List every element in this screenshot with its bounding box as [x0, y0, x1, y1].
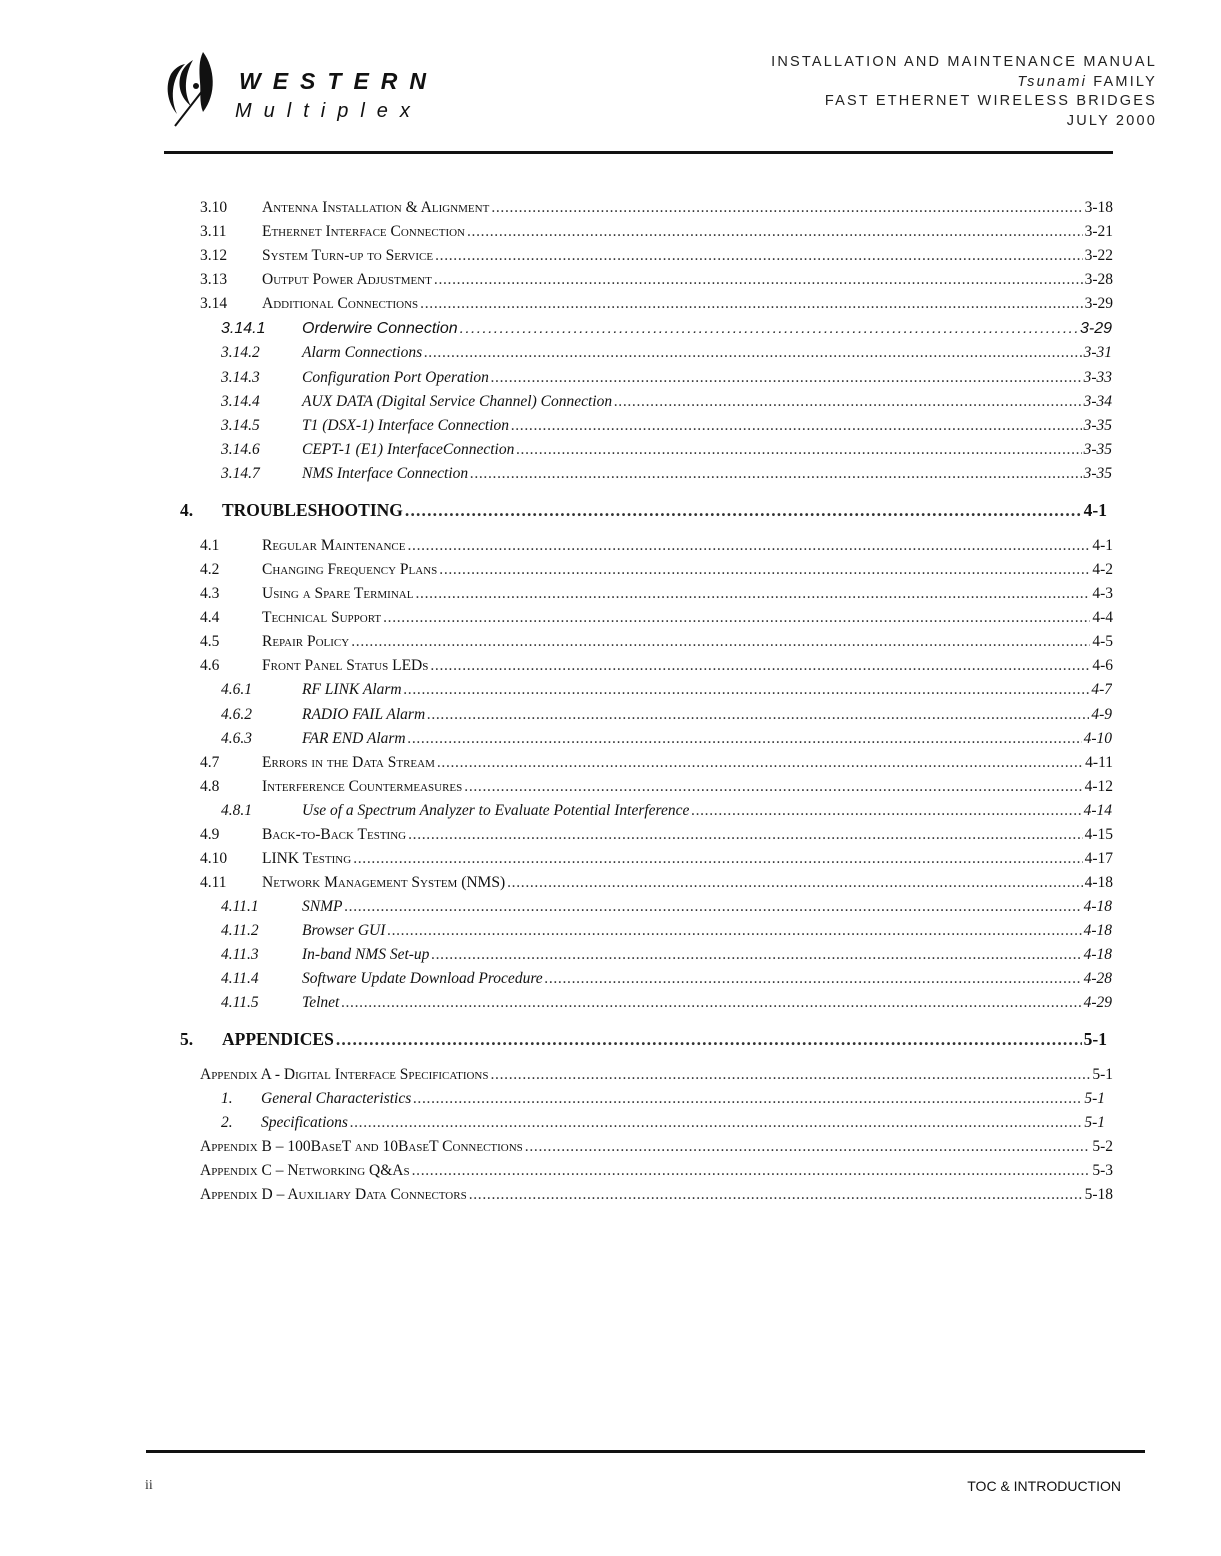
dot-leader [545, 970, 1082, 988]
toc-entry-number: 3.14.3 [221, 369, 260, 386]
toc-entry[interactable] [221, 417, 1112, 435]
toc-entry[interactable] [180, 500, 1107, 521]
toc-entry-number: 4.11.1 [221, 898, 259, 915]
toc-entry-title: Software Update Download Procedure [302, 970, 543, 987]
toc-entry-title: APPENDICES [222, 1029, 334, 1049]
toc-entry-page: 4-14 [1083, 802, 1112, 819]
dot-leader [525, 1138, 1091, 1156]
toc-entry-page: 4-1 [1092, 537, 1113, 554]
toc-entry-number: 4.11.5 [221, 994, 259, 1011]
logo-subtitle: Multiplex [235, 100, 422, 122]
toc-entry[interactable] [221, 1090, 1105, 1108]
toc-entry-title: Back-to-Back Testing [262, 826, 407, 843]
toc-entry-number: 3.14.7 [221, 465, 260, 482]
toc-entry-page: 4-18 [1083, 898, 1112, 915]
toc-entry[interactable] [200, 537, 1113, 555]
toc-entry-page: 3-18 [1084, 199, 1113, 216]
toc-entry-title: Configuration Port Operation [302, 369, 489, 386]
toc-entry[interactable] [200, 1186, 1113, 1204]
toc-entry-page: 4-11 [1085, 754, 1113, 771]
toc-entry[interactable] [221, 898, 1112, 916]
toc-entry-title: Using a Spare Terminal [262, 585, 414, 602]
toc-entry-title: Appendix B – 100BaseT and 10BaseT Connections [200, 1138, 523, 1155]
dot-leader [491, 1066, 1091, 1084]
toc-entry-title: Browser GUI [302, 922, 386, 939]
toc-entry-page: 3-29 [1084, 295, 1113, 312]
product-family-name: Tsunami [1017, 73, 1088, 90]
dot-leader [412, 1162, 1091, 1180]
toc-entry-title: Appendix D – Auxiliary Data Connectors [200, 1186, 467, 1203]
toc-entry-page: 4-17 [1084, 850, 1113, 867]
toc-entry-number: 4.6.3 [221, 730, 252, 747]
toc-entry[interactable] [221, 1114, 1105, 1132]
toc-entry-page: 4-6 [1092, 657, 1113, 674]
toc-entry-page: 3-33 [1083, 369, 1112, 386]
toc-entry[interactable] [200, 609, 1113, 627]
toc-entry-title: Orderwire Connection [302, 320, 458, 337]
dot-leader [350, 1114, 1082, 1132]
dot-leader [407, 537, 1090, 555]
dot-leader [341, 994, 1081, 1012]
toc-entry-title: Output Power Adjustment [262, 271, 432, 288]
dot-leader [460, 320, 1078, 338]
page-number: ii [145, 1478, 153, 1493]
dot-leader [467, 223, 1083, 241]
toc-entry[interactable] [221, 706, 1112, 724]
toc-entry[interactable] [221, 465, 1112, 483]
toc-entry-title: Appendix A - Digital Interface Specifications [200, 1066, 489, 1083]
toc-entry-title: General Characteristics [261, 1090, 412, 1107]
toc-entry-page: 4-2 [1092, 561, 1113, 578]
toc-entry[interactable] [200, 585, 1113, 603]
toc-entry-title: AUX DATA (Digital Service Channel) Connection [302, 393, 613, 410]
toc-entry-page: 4-7 [1091, 681, 1112, 698]
dot-leader [415, 585, 1090, 603]
toc-entry[interactable] [200, 754, 1113, 772]
toc-entry-title: Telnet [302, 994, 340, 1011]
toc-entry[interactable] [200, 223, 1113, 241]
toc-entry[interactable] [221, 922, 1112, 940]
toc-entry-page: 4-1 [1083, 500, 1107, 520]
toc-entry-page: 3-31 [1083, 344, 1112, 361]
toc-entry-title: NMS Interface Connection [302, 465, 469, 482]
toc-entry-number: 4.6.2 [221, 706, 252, 723]
toc-entry-number: 3.14.2 [221, 344, 260, 361]
toc-entry-number: 4.4 [200, 609, 220, 626]
toc-entry-number: 4.8 [200, 778, 220, 795]
toc-entry-number: 3.14.6 [221, 441, 260, 458]
toc-entry-page: 3-29 [1079, 320, 1112, 337]
toc-entry-title: Alarm Connections [302, 344, 423, 361]
toc-entry-page: 4-18 [1084, 874, 1113, 891]
toc-entry-number: 5. [180, 1029, 194, 1049]
dot-leader [353, 850, 1082, 868]
toc-entry-number: 4.6 [200, 657, 220, 674]
toc-entry[interactable] [200, 1162, 1113, 1180]
product-line: FAST ETHERNET WIRELESS BRIDGES [824, 93, 1157, 109]
dot-leader [491, 199, 1082, 217]
dot-leader [430, 657, 1090, 675]
toc-entry-title: LINK Testing [262, 850, 352, 867]
dot-leader [435, 247, 1082, 265]
toc-entry[interactable] [221, 681, 1112, 699]
dot-leader [336, 1029, 1082, 1050]
toc-entry[interactable] [221, 320, 1112, 338]
toc-entry-number: 2. [221, 1114, 233, 1131]
logo-wordmark: WESTERN [239, 68, 438, 94]
publication-date: JULY 2000 [1066, 112, 1157, 129]
toc-entry-number: 4.3 [200, 585, 220, 602]
manual-title: INSTALLATION AND MAINTENANCE MANUAL [771, 54, 1157, 70]
toc-entry-title: Ethernet Interface Connection [262, 223, 465, 240]
toc-entry-title: Interference Countermeasures [262, 778, 463, 795]
dot-leader [691, 802, 1081, 820]
dot-leader [614, 393, 1081, 411]
toc-entry[interactable] [221, 344, 1112, 362]
toc-entry[interactable] [200, 1138, 1113, 1156]
toc-entry-title: In-band NMS Set-up [302, 946, 430, 963]
toc-entry-title: Use of a Spectrum Analyzer to Evaluate Potential Interference [302, 802, 690, 819]
toc-entry-page: 3-22 [1084, 247, 1113, 264]
dot-leader [424, 344, 1081, 362]
dot-leader [516, 441, 1081, 459]
toc-entry-title: FAR END Alarm [302, 730, 406, 747]
toc-entry-number: 3.11 [200, 223, 227, 240]
toc-entry-page: 4-29 [1083, 994, 1112, 1011]
dot-leader [404, 681, 1090, 699]
dot-leader [431, 946, 1081, 964]
toc-entry-page: 4-3 [1092, 585, 1113, 602]
toc-entry[interactable] [200, 657, 1113, 675]
toc-entry-title: System Turn-up to Service [262, 247, 434, 264]
toc-entry-page: 4-15 [1084, 826, 1113, 843]
toc-entry[interactable] [200, 271, 1113, 289]
toc-entry-title: Errors in the Data Stream [262, 754, 435, 771]
toc-entry-page: 4-18 [1083, 946, 1112, 963]
dot-leader [464, 778, 1082, 796]
dot-leader [387, 922, 1081, 940]
dot-leader [408, 730, 1082, 748]
dot-leader [413, 1090, 1082, 1108]
dot-leader [437, 754, 1083, 772]
toc-entry-title: Regular Maintenance [262, 537, 406, 554]
toc-entry-page: 3-34 [1083, 393, 1112, 410]
toc-entry-page: 5-1 [1092, 1066, 1113, 1083]
toc-entry-number: 4.11 [200, 874, 227, 891]
toc-entry[interactable] [200, 561, 1113, 579]
toc-entry-page: 3-28 [1084, 271, 1113, 288]
toc-entry-number: 4.1 [200, 537, 220, 554]
toc-entry[interactable] [180, 1029, 1107, 1050]
toc-entry[interactable] [221, 393, 1112, 411]
dot-leader [408, 826, 1082, 844]
toc-entry-title: Changing Frequency Plans [262, 561, 438, 578]
dot-leader [420, 295, 1082, 313]
toc-entry-number: 4.11.3 [221, 946, 259, 963]
toc-entry-page: 3-35 [1083, 441, 1112, 458]
toc-entry-page: 3-35 [1083, 465, 1112, 482]
toc-entry[interactable] [221, 802, 1112, 820]
toc-entry-number: 4.6.1 [221, 681, 252, 698]
toc-entry-number: 3.12 [200, 247, 228, 264]
toc-entry[interactable] [221, 369, 1112, 387]
toc-entry[interactable] [200, 199, 1113, 217]
toc-entry-title: SNMP [302, 898, 343, 915]
toc-entry[interactable] [200, 1066, 1113, 1084]
toc-entry[interactable] [200, 633, 1113, 651]
toc-entry-page: 4-4 [1092, 609, 1113, 626]
toc-entry-title: Network Management System (NMS) [262, 874, 506, 891]
toc-entry-number: 3.14.5 [221, 417, 260, 434]
dot-leader [470, 465, 1081, 483]
toc-entry-number: 4.11.2 [221, 922, 259, 939]
dot-leader [427, 706, 1089, 724]
dot-leader [383, 609, 1090, 627]
toc-entry-page: 3-21 [1084, 223, 1113, 240]
footer-section-label: TOC & INTRODUCTION [967, 1478, 1121, 1494]
dot-leader [344, 898, 1081, 916]
toc-entry-title: Technical Support [262, 609, 382, 626]
toc-entry-page: 5-1 [1083, 1029, 1107, 1049]
toc-entry-title: TROUBLESHOOTING [222, 500, 403, 520]
toc-entry-page: 4-9 [1091, 706, 1112, 723]
dot-leader [439, 561, 1090, 579]
toc-entry-number: 4.11.4 [221, 970, 259, 987]
toc-entry-title: Appendix C – Networking Q&As [200, 1162, 410, 1179]
toc-entry[interactable] [200, 295, 1113, 313]
toc-entry-number: 4.8.1 [221, 802, 252, 819]
toc-entry-title: Repair Policy [262, 633, 350, 650]
toc-entry-page: 4-12 [1084, 778, 1113, 795]
toc-entry-number: 4. [180, 500, 194, 520]
toc-entry[interactable] [200, 850, 1113, 868]
toc-entry[interactable] [221, 994, 1112, 1012]
toc-entry-number: 4.7 [200, 754, 220, 771]
toc-entry-title: Front Panel Status LEDs [262, 657, 429, 674]
toc-entry-title: CEPT-1 (E1) InterfaceConnection [302, 441, 515, 458]
toc-entry[interactable] [200, 874, 1113, 892]
toc-entry-page: 4-28 [1083, 970, 1112, 987]
toc-entry-title: Antenna Installation & Alignment [262, 199, 490, 216]
toc-entry-number: 3.14.4 [221, 393, 260, 410]
toc-entry-number: 3.13 [200, 271, 228, 288]
toc-entry-number: 1. [221, 1090, 233, 1107]
toc-entry[interactable] [221, 946, 1112, 964]
dot-leader [491, 369, 1082, 387]
toc-entry-number: 3.14.1 [221, 320, 266, 337]
dot-leader [469, 1186, 1083, 1204]
toc-entry-page: 4-10 [1083, 730, 1112, 747]
toc-entry[interactable] [200, 826, 1113, 844]
toc-entry-page: 5-3 [1092, 1162, 1113, 1179]
toc-entry[interactable] [200, 247, 1113, 265]
toc-entry-page: 3-35 [1083, 417, 1112, 434]
toc-entry-page: 5-2 [1092, 1138, 1113, 1155]
toc-entry-number: 4.9 [200, 826, 220, 843]
toc-entry[interactable] [221, 730, 1112, 748]
toc-entry-title: RF LINK Alarm [302, 681, 402, 698]
dot-leader [507, 874, 1082, 892]
product-family-suffix: FAMILY [1093, 73, 1157, 90]
dot-leader [511, 417, 1082, 435]
dot-leader [405, 500, 1082, 521]
toc-entry-number: 4.2 [200, 561, 220, 578]
toc-entry-title: Specifications [261, 1114, 348, 1131]
toc-entry[interactable] [221, 441, 1112, 459]
toc-entry-number: 3.10 [200, 199, 228, 216]
toc-entry-number: 3.14 [200, 295, 228, 312]
toc-entry-page: 4-5 [1092, 633, 1113, 650]
toc-entry[interactable] [200, 778, 1113, 796]
toc-entry-page: 5-1 [1084, 1090, 1105, 1107]
toc-entry-page: 5-1 [1084, 1114, 1105, 1131]
toc-entry-title: Additional Connections [262, 295, 419, 312]
toc-entry-title: T1 (DSX-1) Interface Connection [302, 417, 510, 434]
footer-rule [146, 1450, 1145, 1453]
toc-entry-page: 4-18 [1083, 922, 1112, 939]
toc-entry-number: 4.5 [200, 633, 220, 650]
toc-entry-number: 4.10 [200, 850, 228, 867]
toc-entry[interactable] [221, 970, 1112, 988]
toc-entry-page: 5-18 [1084, 1186, 1113, 1203]
dot-leader [351, 633, 1090, 651]
dot-leader [434, 271, 1083, 289]
toc-entry-title: RADIO FAIL Alarm [302, 706, 426, 723]
